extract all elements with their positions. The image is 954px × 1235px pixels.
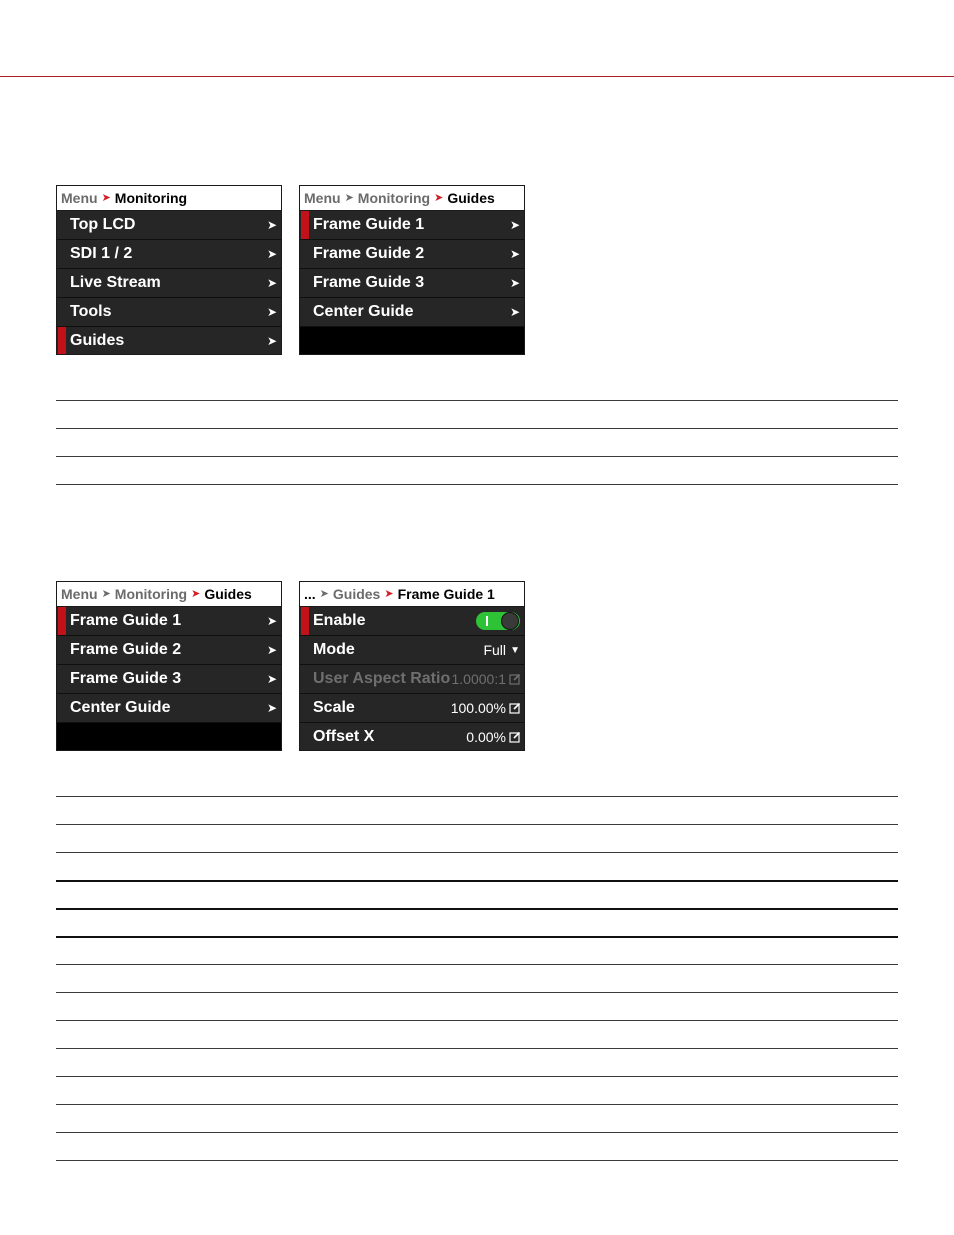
menu-item-frame-guide-3[interactable] (57, 665, 281, 694)
chevron-right-icon: ➤ (509, 305, 520, 319)
breadcrumb-separator-icon: ➤ (384, 587, 394, 600)
table-rule (56, 908, 898, 910)
table-rule (56, 456, 898, 457)
table-rule (56, 1132, 898, 1133)
edit-icon[interactable] (509, 702, 521, 714)
breadcrumb-separator-icon: ➤ (434, 191, 444, 204)
menu-item-label: Frame Guide 1 (70, 612, 182, 629)
breadcrumb-item[interactable]: Monitoring (357, 190, 431, 206)
menu-item-label: Frame Guide 2 (313, 245, 425, 262)
setting-mode[interactable] (300, 636, 524, 665)
menu-item-live-stream[interactable] (57, 269, 281, 298)
table-rule (56, 484, 898, 485)
table-rule (56, 1048, 898, 1049)
frame-guide-1-panel (299, 581, 525, 751)
breadcrumb (300, 186, 524, 211)
toggle-on-indicator (486, 616, 488, 626)
breadcrumb-item[interactable]: Monitoring (114, 586, 188, 602)
breadcrumb-item[interactable]: Guides (332, 586, 381, 602)
table-rule (56, 964, 898, 965)
toggle-knob (501, 612, 519, 630)
table-rule (56, 1104, 898, 1105)
breadcrumb (57, 186, 281, 211)
menu-item-frame-guide-2[interactable] (300, 240, 524, 269)
chevron-right-icon: ➤ (266, 643, 277, 657)
breadcrumb-item[interactable]: Menu (61, 586, 98, 602)
setting-label: Mode (313, 641, 355, 658)
scale-value[interactable]: 100.00% (450, 700, 506, 716)
enable-toggle[interactable] (476, 612, 520, 630)
setting-user-aspect-ratio (300, 665, 524, 694)
menu-item-center-guide[interactable] (57, 694, 281, 723)
menu-item-label: Live Stream (70, 274, 161, 291)
menu-item-frame-guide-3[interactable] (300, 269, 524, 298)
chevron-right-icon: ➤ (266, 247, 277, 261)
mode-value[interactable]: Full (483, 642, 506, 658)
table-rule (56, 1020, 898, 1021)
breadcrumb-item[interactable]: Menu (304, 190, 341, 206)
menu-item-label: Center Guide (70, 699, 171, 716)
menu-item-label: Frame Guide 3 (313, 274, 425, 291)
chevron-right-icon: ➤ (509, 276, 520, 290)
menu-item-label: Guides (70, 332, 125, 349)
breadcrumb (300, 582, 524, 607)
breadcrumb-separator-icon: ➤ (319, 587, 329, 600)
setting-label: User Aspect Ratio (313, 670, 451, 687)
chevron-right-icon: ➤ (266, 218, 277, 232)
breadcrumb-separator-icon: ➤ (191, 587, 201, 600)
edit-icon[interactable] (509, 731, 521, 743)
setting-label: Offset X (313, 728, 375, 745)
chevron-right-icon: ➤ (509, 218, 520, 232)
chevron-right-icon: ➤ (266, 305, 277, 319)
menu-item-frame-guide-1[interactable] (57, 607, 281, 636)
menu-item-center-guide[interactable] (300, 298, 524, 327)
selection-marker (58, 327, 66, 355)
header-rule (0, 76, 954, 77)
dropdown-arrow-icon[interactable]: ▼ (510, 644, 520, 656)
table-rule (56, 1160, 898, 1161)
table-rule (56, 400, 898, 401)
breadcrumb-separator-icon: ➤ (101, 587, 111, 600)
offset-x-value[interactable]: 0.00% (466, 729, 506, 745)
breadcrumb-current: Guides (447, 190, 495, 206)
setting-enable[interactable] (300, 607, 524, 636)
menu-item-label: Frame Guide 2 (70, 641, 182, 658)
menu-item-label: Center Guide (313, 303, 414, 320)
chevron-right-icon: ➤ (266, 334, 277, 348)
breadcrumb (57, 582, 281, 607)
table-rule (56, 992, 898, 993)
setting-label: Scale (313, 699, 355, 716)
user-aspect-ratio-value: 1.0000:1 (451, 671, 506, 687)
selection-marker (301, 607, 309, 635)
menu-item-label: SDI 1 / 2 (70, 245, 133, 262)
table-rule (56, 428, 898, 429)
chevron-right-icon: ➤ (266, 701, 277, 715)
breadcrumb-separator-icon: ➤ (101, 191, 111, 204)
edit-icon (509, 673, 521, 685)
table-rule (56, 936, 898, 938)
chevron-right-icon: ➤ (509, 247, 520, 261)
menu-item-label: Top LCD (70, 216, 136, 233)
chevron-right-icon: ➤ (266, 672, 277, 686)
table-rule (56, 880, 898, 882)
menu-item-label: Frame Guide 1 (313, 216, 425, 233)
menu-item-top-lcd[interactable] (57, 211, 281, 240)
monitoring-menu-panel (56, 185, 282, 355)
chevron-right-icon: ➤ (266, 614, 277, 628)
table-rule (56, 824, 898, 825)
setting-offset-x[interactable] (300, 723, 524, 751)
breadcrumb-current: Frame Guide 1 (397, 586, 495, 602)
table-rule (56, 852, 898, 853)
selection-marker (301, 211, 309, 239)
menu-item-frame-guide-2[interactable] (57, 636, 281, 665)
menu-item-guides[interactable] (57, 327, 281, 355)
table-rule (56, 796, 898, 797)
menu-item-sdi[interactable] (57, 240, 281, 269)
breadcrumb-item[interactable]: Menu (61, 190, 98, 206)
menu-item-label: Frame Guide 3 (70, 670, 182, 687)
breadcrumb-current: Guides (204, 586, 252, 602)
setting-scale[interactable] (300, 694, 524, 723)
menu-item-tools[interactable] (57, 298, 281, 327)
menu-item-label: Tools (70, 303, 112, 320)
breadcrumb-current: Monitoring (114, 190, 188, 206)
breadcrumb-separator-icon: ➤ (344, 191, 354, 204)
guides-menu-panel (56, 581, 282, 751)
selection-marker (58, 607, 66, 635)
breadcrumb-ellipsis[interactable]: ... (304, 586, 316, 602)
guides-menu-panel (299, 185, 525, 355)
chevron-right-icon: ➤ (266, 276, 277, 290)
menu-item-frame-guide-1[interactable] (300, 211, 524, 240)
setting-label: Enable (313, 612, 366, 629)
table-rule (56, 1076, 898, 1077)
